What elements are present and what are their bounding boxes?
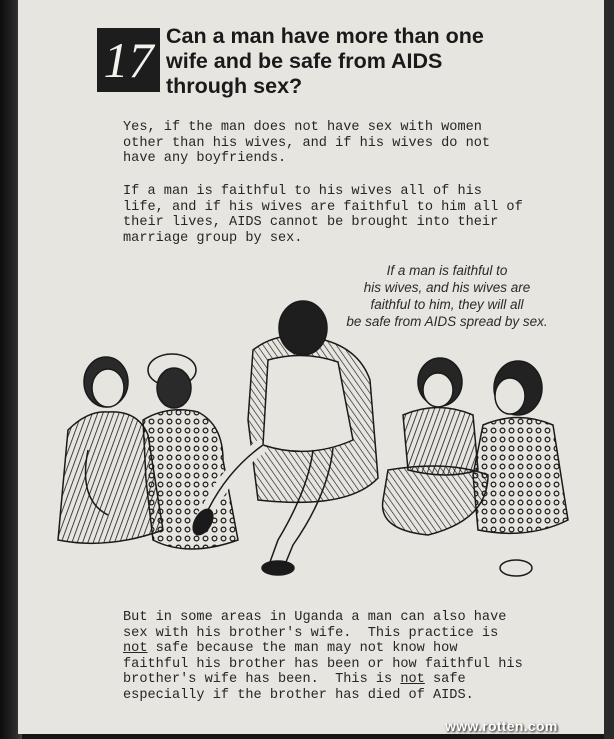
page-title: Can a man have more than one wife and be safe from AIDS through sex? bbox=[166, 24, 484, 98]
paragraph-text: faithful his brother has been or how faithful his bbox=[123, 656, 523, 672]
woman-figure-3 bbox=[383, 358, 488, 535]
man-with-four-wives-illustration bbox=[48, 300, 576, 592]
woman-figure-4 bbox=[473, 361, 568, 576]
underlined-word: not bbox=[400, 672, 425, 688]
brother-wife-paragraph bbox=[123, 610, 523, 704]
paragraph-text: brother's wife has been. This is bbox=[123, 672, 401, 688]
paragraph-text: safe bbox=[424, 672, 466, 688]
question-number-badge: 17 bbox=[97, 28, 160, 92]
paragraph-text: especially if the brother has died of AIDS. bbox=[123, 687, 474, 703]
underlined-word: not bbox=[123, 641, 148, 657]
paragraph-text: sex with his brother's wife. This practice is bbox=[123, 625, 499, 641]
paragraph-text: safe because the man may not know how bbox=[147, 641, 458, 657]
paragraph-text: But in some areas in Uganda a man can also have bbox=[123, 610, 507, 625]
faithfulness-paragraph: If a man is faithful to his wives all of his life, and if his wives are faithful to him all of their lives, AIDS cannot be brought into their marriage group by sex. bbox=[123, 184, 523, 246]
page-right-border bbox=[604, 0, 614, 739]
woman-figure-2 bbox=[143, 354, 238, 549]
answer-paragraph: Yes, if the man does not have sex with women other than his wives, and if his wives do not have any boyfriends. bbox=[123, 120, 491, 167]
illustration-caption: If a man is faithful to his wives, and his wives are faithful to him, they will all be safe from AIDS spread by sex. bbox=[346, 263, 548, 329]
site-watermark: www.rotten.com bbox=[445, 718, 558, 734]
